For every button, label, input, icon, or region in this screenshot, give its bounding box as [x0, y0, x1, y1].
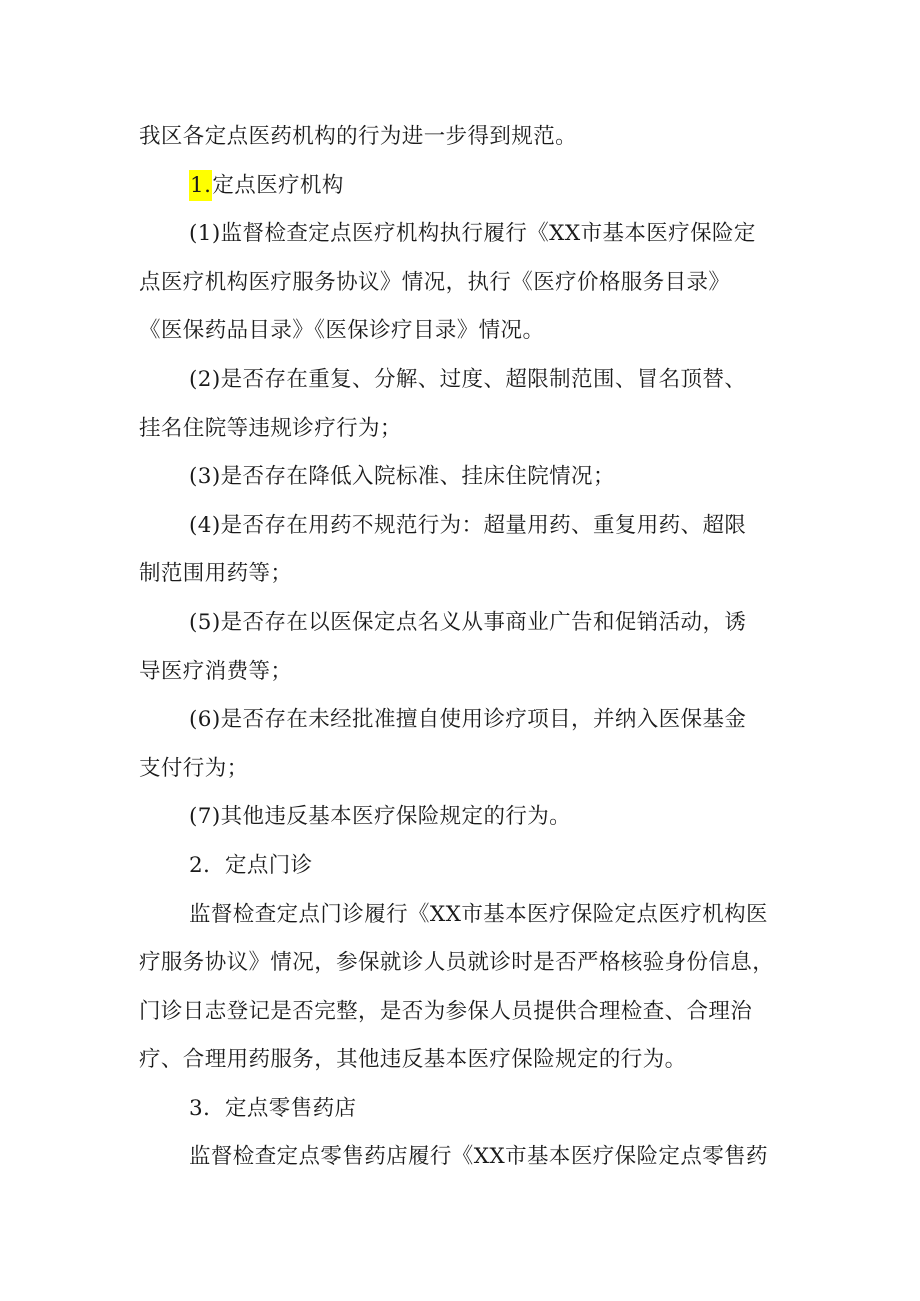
paragraph-line-4: 点医疗机构医疗服务协议》情况，执行《医疗价格服务目录》 [139, 269, 731, 295]
paragraph-line-9: (4)是否存在用药不规范行为：超量用药、重复用药、超限 [189, 512, 747, 538]
section-heading-3: 3．定点零售药店 [189, 1095, 357, 1121]
section-heading-1-title: 定点医疗机构 [212, 172, 344, 198]
highlighted-section-number: 1. [189, 170, 212, 201]
paragraph-line-6: (2)是否存在重复、分解、过度、超限制范围、冒名顶替、 [189, 366, 747, 392]
paragraph-line-18: 疗服务协议》情况，参保就诊人员就诊时是否严格核验身份信息， [139, 950, 775, 976]
section-heading-2: 2．定点门诊 [189, 852, 313, 878]
document-body [139, 113, 784, 1182]
paragraph-line-15: (7)其他违反基本医疗保险规定的行为。 [189, 804, 572, 830]
paragraph-line-3: (1)监督检查定点医疗机构执行履行《XX市基本医疗保险定 [189, 221, 756, 247]
paragraph-line-19: 门诊日志登记是否完整，是否为参保人员提供合理检查、合理治 [139, 998, 753, 1024]
paragraph-line-17: 监督检查定点门诊履行《XX市基本医疗保险定点医疗机构医 [189, 901, 768, 927]
paragraph-line-14: 支付行为； [139, 755, 249, 781]
paragraph-line-1: 我区各定点医药机构的行为进一步得到规范。 [139, 124, 578, 149]
paragraph-line-5: 《医保药品目录》《医保诊疗目录》情况。 [139, 318, 545, 344]
paragraph-line-20: 疗、合理用药服务，其他违反基本医疗保险规定的行为。 [139, 1047, 687, 1073]
paragraph-line-8: (3)是否存在降低入院标准、挂床住院情况； [189, 464, 615, 490]
paragraph-line-12: 导医疗消费等； [139, 658, 293, 684]
section-heading-1 [139, 162, 784, 211]
paragraph-line-7: 挂名住院等违规诊疗行为； [139, 415, 402, 441]
paragraph-line-10: 制范围用药等； [139, 561, 293, 587]
paragraph-line-11: (5)是否存在以医保定点名义从事商业广告和促销活动，诱 [189, 609, 747, 635]
paragraph-line-13: (6)是否存在未经批准擅自使用诊疗项目，并纳入医保基金 [189, 707, 747, 733]
paragraph-line-22: 监督检查定点零售药店履行《XX市基本医疗保险定点零售药 [189, 1144, 768, 1170]
